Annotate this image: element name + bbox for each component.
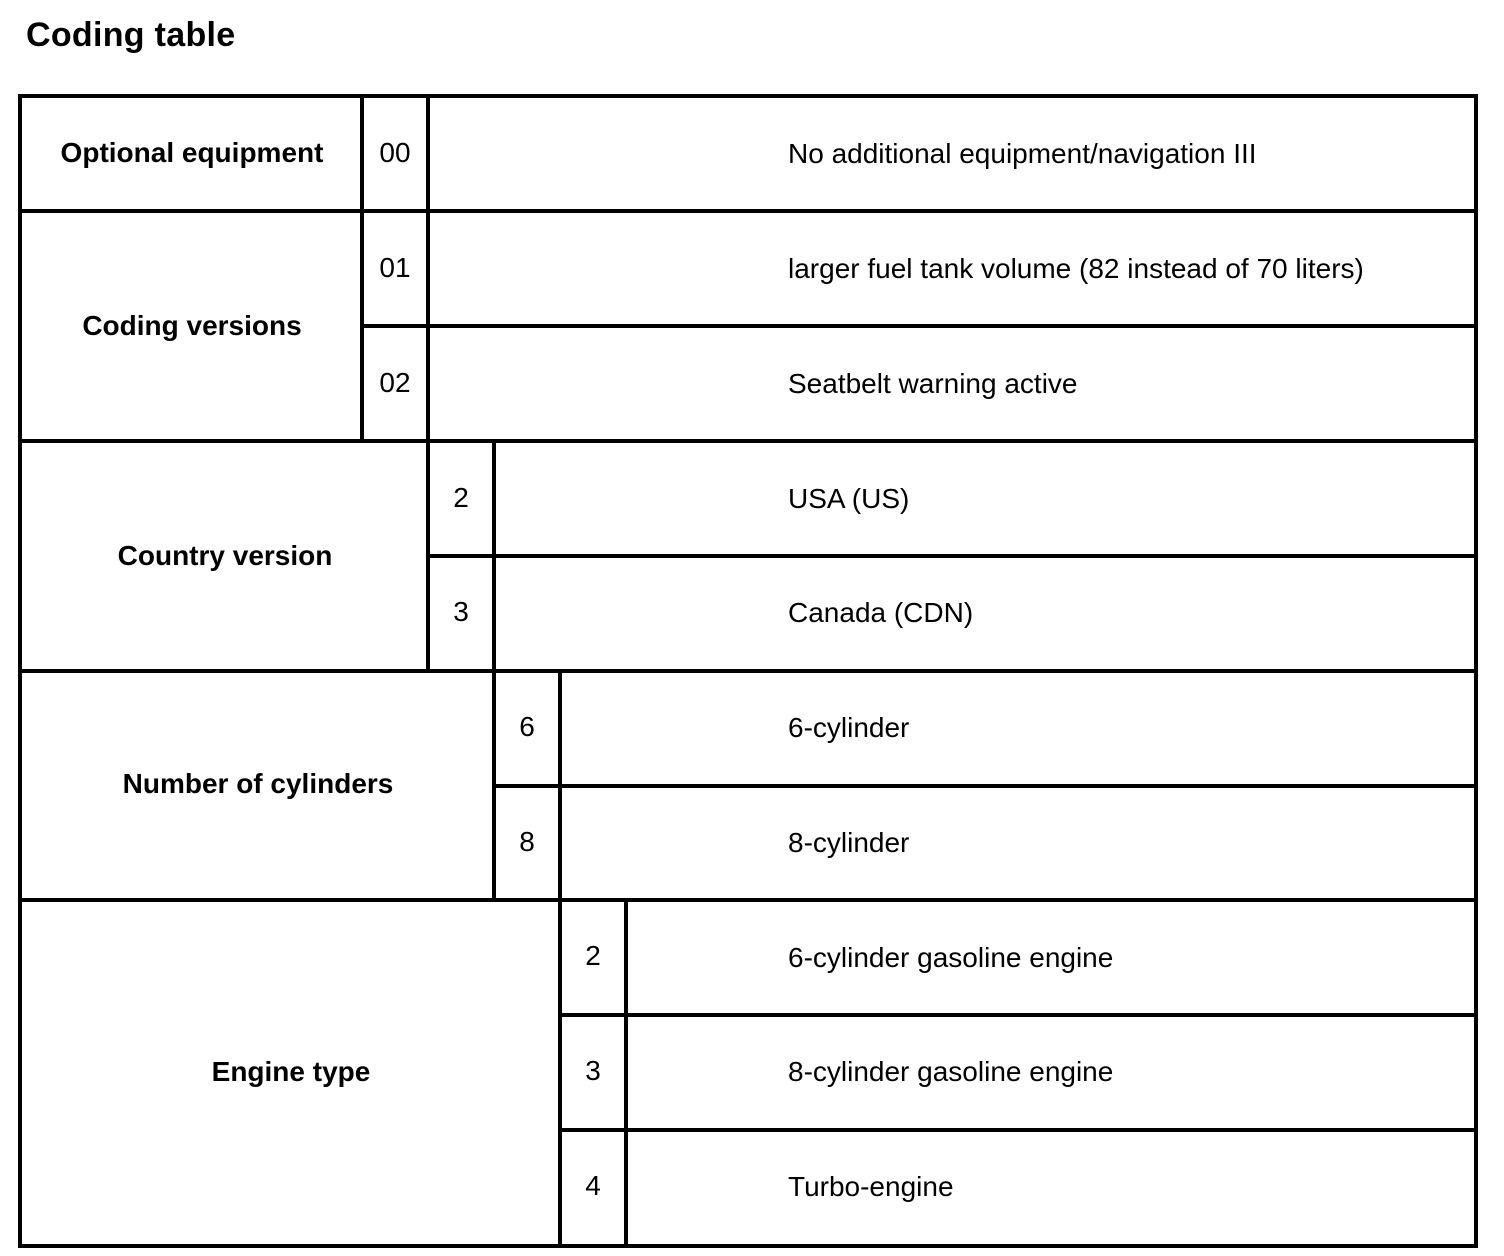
column-line bbox=[558, 669, 562, 1248]
row-separator bbox=[362, 324, 1478, 328]
group-separator bbox=[18, 898, 1478, 902]
description-cell: 8-cylinder gasoline engine bbox=[788, 1056, 1114, 1087]
code-cell: 01 bbox=[379, 252, 411, 283]
row-separator bbox=[560, 1128, 1478, 1132]
code-cell: 02 bbox=[379, 367, 411, 398]
description-cell: 8-cylinder bbox=[788, 827, 910, 858]
column-line bbox=[624, 898, 628, 1248]
group-label-optional-equipment: Optional equipment bbox=[60, 137, 324, 168]
code-cell: 00 bbox=[379, 137, 411, 168]
column-line bbox=[426, 94, 430, 673]
description-cell: Canada (CDN) bbox=[788, 597, 974, 628]
description-cell: 6-cylinder gasoline engine bbox=[788, 942, 1114, 973]
row-separator bbox=[494, 784, 1478, 788]
group-label-engine-type: Engine type bbox=[211, 1056, 371, 1087]
code-cell: 6 bbox=[519, 711, 535, 742]
coding-table bbox=[18, 94, 1478, 1248]
page-title: Coding table bbox=[26, 16, 236, 54]
row-separator bbox=[560, 1013, 1478, 1017]
group-label-country-version: Country version bbox=[117, 540, 333, 571]
code-cell: 2 bbox=[453, 482, 469, 513]
group-separator bbox=[18, 439, 1478, 443]
group-label-number-of-cylinders: Number of cylinders bbox=[122, 768, 394, 799]
group-label-coding-versions: Coding versions bbox=[82, 310, 302, 341]
description-cell: 6-cylinder bbox=[788, 712, 910, 743]
code-cell: 2 bbox=[585, 940, 601, 971]
table-border-top bbox=[18, 94, 1478, 98]
code-cell: 3 bbox=[585, 1055, 601, 1086]
table-border-bottom bbox=[18, 1244, 1478, 1248]
description-cell: Turbo-engine bbox=[788, 1171, 954, 1202]
group-separator bbox=[18, 209, 1478, 213]
column-line bbox=[492, 439, 496, 902]
code-cell: 3 bbox=[453, 596, 469, 627]
description-cell: USA (US) bbox=[788, 483, 910, 514]
column-line bbox=[360, 94, 364, 443]
row-separator bbox=[428, 554, 1478, 558]
description-cell: No additional equipment/navigation III bbox=[788, 138, 1257, 169]
description-cell: larger fuel tank volume (82 instead of 70 liters) bbox=[788, 253, 1364, 284]
code-cell: 4 bbox=[585, 1170, 601, 1201]
group-separator bbox=[18, 669, 1478, 673]
code-cell: 8 bbox=[519, 826, 535, 857]
description-cell: Seatbelt warning active bbox=[788, 368, 1078, 399]
